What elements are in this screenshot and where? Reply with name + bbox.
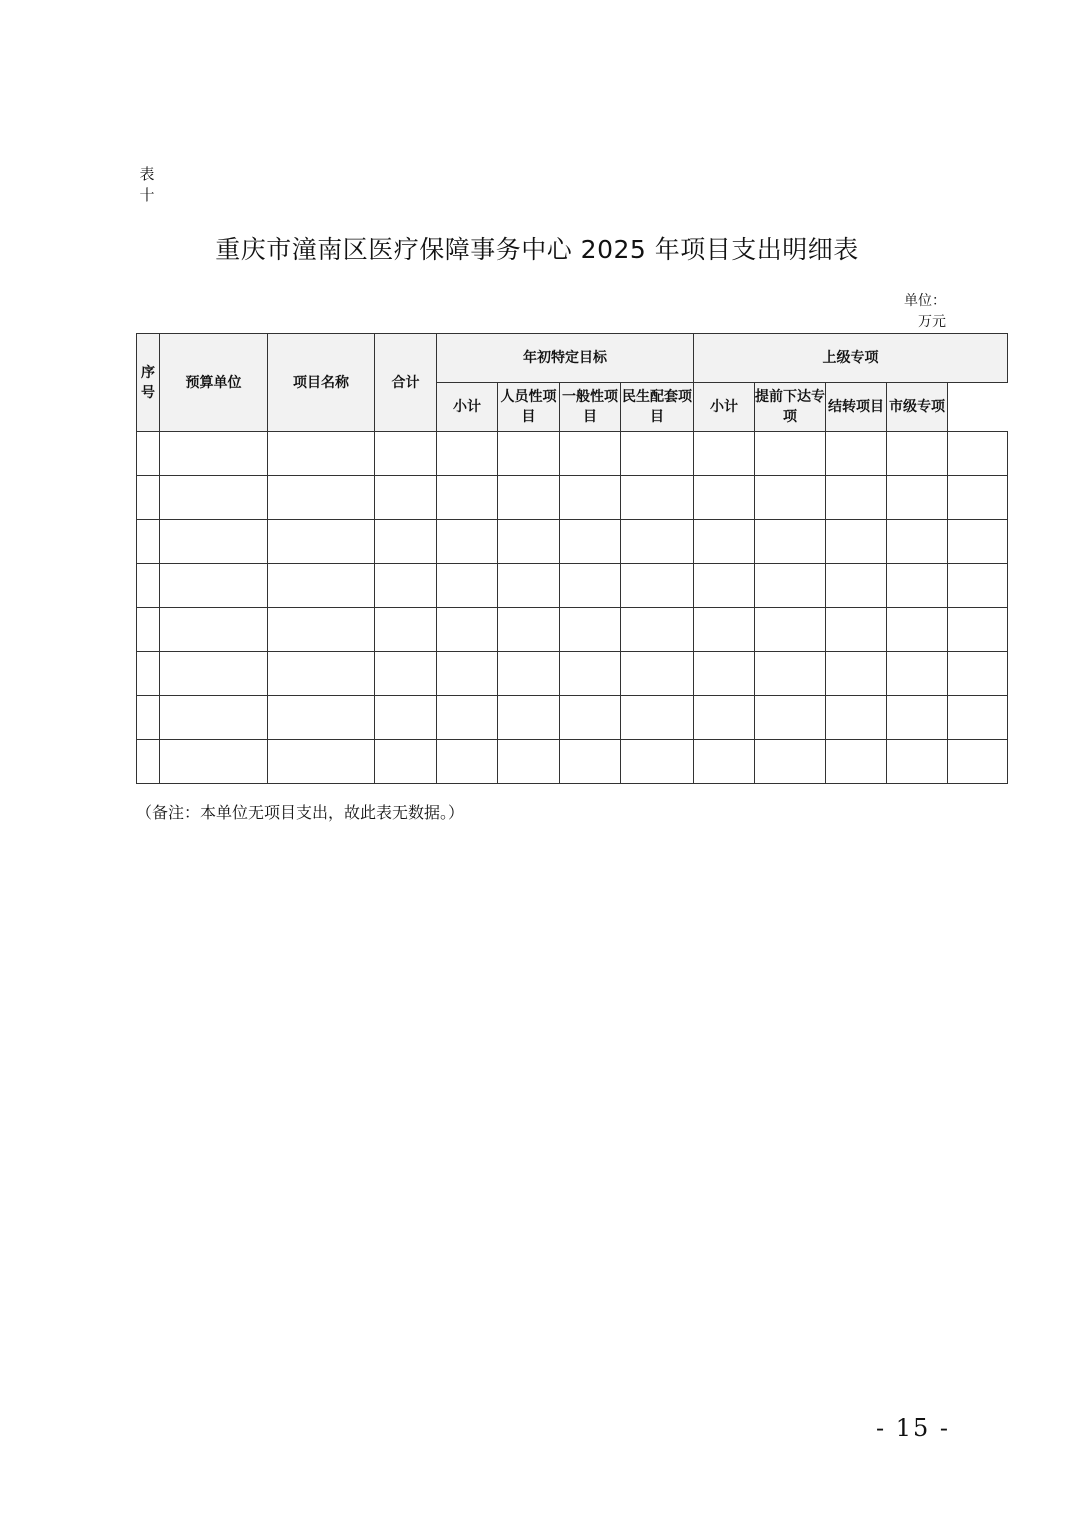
table-cell: [560, 520, 621, 564]
table-cell: [826, 652, 887, 696]
table-cell: [694, 432, 755, 476]
table-cell: [948, 520, 1008, 564]
table-cell: [437, 608, 498, 652]
table-cell: [375, 476, 437, 520]
table-cell: [268, 652, 375, 696]
header-superior-subtotal: 小计: [694, 383, 755, 432]
table-cell: [268, 608, 375, 652]
table-cell: [694, 476, 755, 520]
header-project-name: 项目名称: [268, 334, 375, 432]
header-annual-livelihood: 民生配套项目: [621, 383, 694, 432]
table-cell: [375, 652, 437, 696]
table-cell: [498, 564, 560, 608]
table-cell: [160, 476, 268, 520]
table-cell: [755, 520, 826, 564]
table-cell: [694, 696, 755, 740]
header-annual-personnel: 人员性项目: [498, 383, 560, 432]
project-expenditure-table: [136, 333, 1008, 784]
table-row: [137, 740, 1008, 784]
page-title: 重庆市潼南区医疗保障事务中心 2025 年项目支出明细表: [215, 235, 859, 264]
header-total: 合计: [375, 334, 437, 432]
table-cell: [621, 564, 694, 608]
table-cell: [948, 740, 1008, 784]
table-cell: [755, 564, 826, 608]
table-cell: [755, 608, 826, 652]
table-cell: [437, 564, 498, 608]
table-cell: [948, 652, 1008, 696]
header-seq: 序号: [137, 334, 160, 432]
table-cell: [826, 740, 887, 784]
table-cell: [621, 652, 694, 696]
table-cell: [498, 608, 560, 652]
table-row: [137, 564, 1008, 608]
table-cell: [887, 476, 948, 520]
table-cell: [755, 740, 826, 784]
table-cell: [621, 520, 694, 564]
table-cell: [560, 564, 621, 608]
table-cell: [755, 432, 826, 476]
table-cell: [694, 564, 755, 608]
table-cell: [137, 608, 160, 652]
header-superior-municipal: 市级专项: [887, 383, 948, 432]
page-number: - 15 -: [875, 1414, 950, 1442]
table-row: [137, 696, 1008, 740]
table-cell: [755, 696, 826, 740]
table-cell: [160, 652, 268, 696]
header-budget-unit: 预算单位: [160, 334, 268, 432]
table-cell: [268, 476, 375, 520]
table-cell: [755, 476, 826, 520]
table-cell: [887, 520, 948, 564]
table-cell: [560, 652, 621, 696]
table-cell: [694, 652, 755, 696]
table-cell: [694, 740, 755, 784]
header-annual-subtotal: 小计: [437, 383, 498, 432]
table-cell: [560, 696, 621, 740]
table-row: [137, 520, 1008, 564]
table-cell: [826, 476, 887, 520]
table-cell: [498, 432, 560, 476]
table-cell: [160, 608, 268, 652]
table-cell: [498, 476, 560, 520]
table-cell: [694, 608, 755, 652]
table-cell: [948, 432, 1008, 476]
table-cell: [437, 432, 498, 476]
table-cell: [826, 696, 887, 740]
table-cell: [437, 520, 498, 564]
table-cell: [375, 520, 437, 564]
table-body: [137, 432, 1008, 784]
table-cell: [268, 432, 375, 476]
table-cell: [137, 520, 160, 564]
table-cell: [948, 564, 1008, 608]
table-cell: [137, 432, 160, 476]
table-cell: [560, 432, 621, 476]
header-group-annual-targets: 年初特定目标: [437, 334, 694, 383]
table-cell: [498, 740, 560, 784]
table-cell: [887, 652, 948, 696]
table-cell: [160, 696, 268, 740]
table-cell: [621, 608, 694, 652]
table-cell: [137, 652, 160, 696]
table-cell: [160, 564, 268, 608]
table-cell: [621, 740, 694, 784]
header-superior-advance: 提前下达专项: [755, 383, 826, 432]
table-cell: [826, 564, 887, 608]
table-cell: [826, 608, 887, 652]
table-cell: [694, 520, 755, 564]
table-cell: [887, 564, 948, 608]
table-cell: [268, 520, 375, 564]
header-superior-carryover: 结转项目: [826, 383, 887, 432]
table-cell: [560, 476, 621, 520]
header-annual-general: 一般性项目: [560, 383, 621, 432]
table-cell: [498, 520, 560, 564]
table-cell: [160, 740, 268, 784]
table-cell: [560, 608, 621, 652]
table-cell: [375, 740, 437, 784]
table-cell: [887, 696, 948, 740]
table-cell: [137, 740, 160, 784]
table-cell: [621, 476, 694, 520]
table-cell: [137, 564, 160, 608]
table-cell: [137, 696, 160, 740]
table-cell: [621, 696, 694, 740]
table-row: [137, 432, 1008, 476]
table-cell: [268, 696, 375, 740]
table-cell: [498, 652, 560, 696]
table-cell: [375, 564, 437, 608]
table-cell: [137, 476, 160, 520]
table-cell: [437, 740, 498, 784]
table-cell: [887, 740, 948, 784]
table-cell: [160, 520, 268, 564]
table-cell: [560, 740, 621, 784]
table-row: [137, 652, 1008, 696]
table-cell: [437, 696, 498, 740]
table-cell: [498, 696, 560, 740]
table-row: [137, 476, 1008, 520]
table-cell: [948, 608, 1008, 652]
table-cell: [375, 696, 437, 740]
table-cell: [375, 608, 437, 652]
header-group-superior-special: 上级专项: [694, 334, 1008, 383]
unit-label: 单位：万元: [904, 293, 946, 330]
footnote: （备注：本单位无项目支出，故此表无数据。）: [136, 803, 465, 822]
table-cell: [268, 564, 375, 608]
table-cell: [948, 696, 1008, 740]
table-cell: [621, 432, 694, 476]
table-cell: [887, 432, 948, 476]
table-cell: [437, 476, 498, 520]
table-cell: [826, 520, 887, 564]
table-cell: [268, 740, 375, 784]
table-cell: [755, 652, 826, 696]
table-cell: [375, 432, 437, 476]
table-cell: [437, 652, 498, 696]
table-cell: [887, 608, 948, 652]
table-row: [137, 608, 1008, 652]
table-cell: [826, 432, 887, 476]
table-label: 表十: [139, 165, 155, 204]
table-cell: [160, 432, 268, 476]
table-cell: [948, 476, 1008, 520]
